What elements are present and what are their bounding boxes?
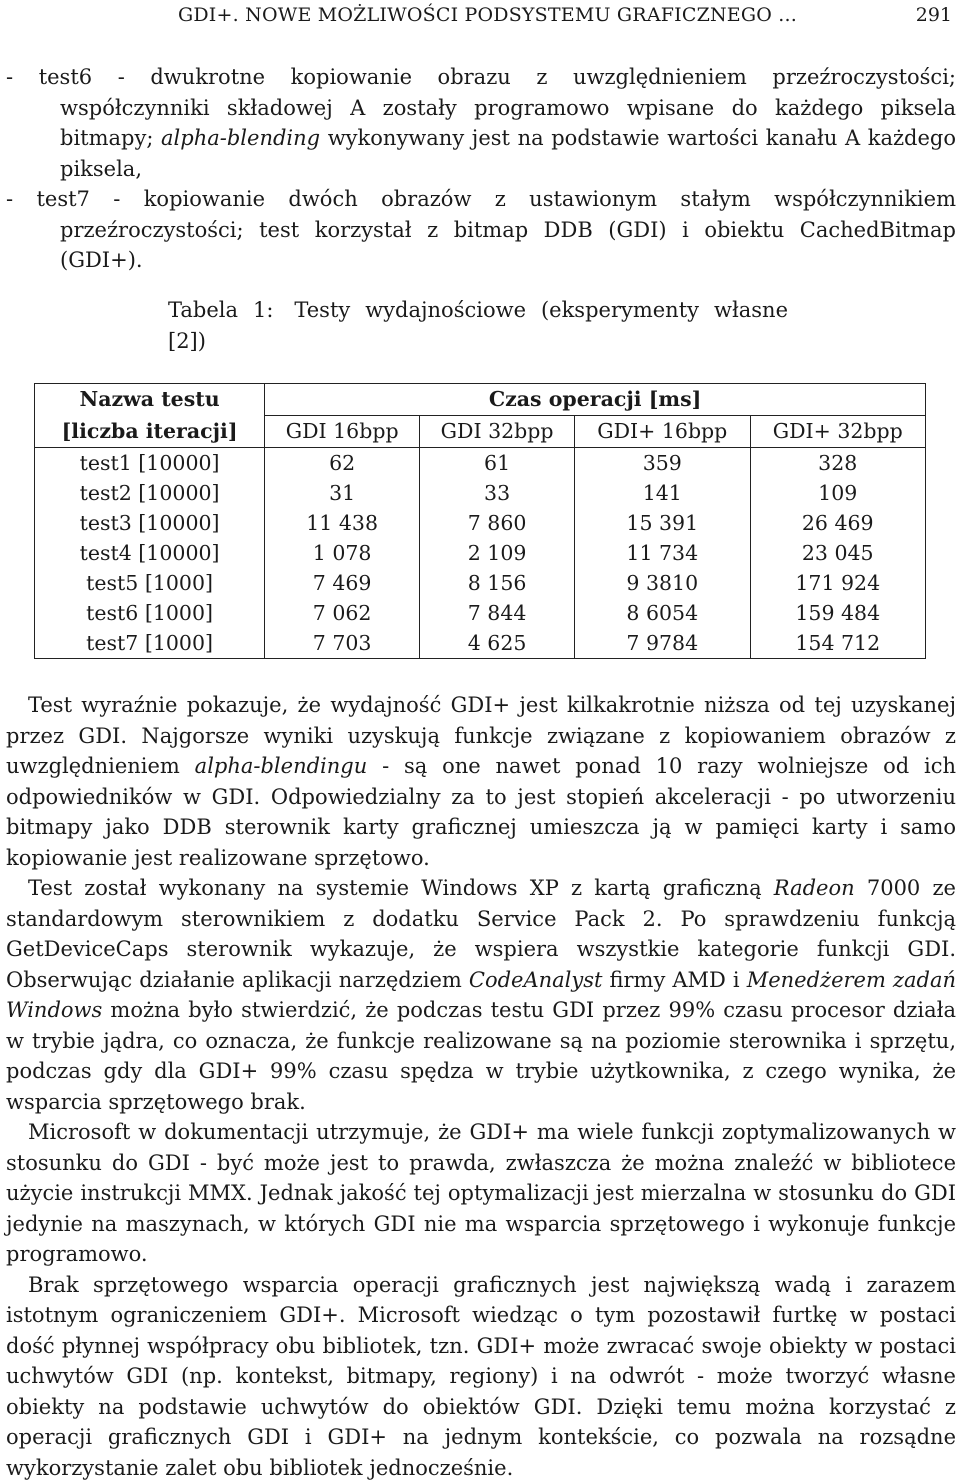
list-marker: -	[6, 187, 13, 211]
column-header: GDI+ 32bpp	[750, 416, 926, 448]
term-alpha-blending: alpha-blending	[161, 126, 320, 150]
value-cell: 159 484	[750, 598, 926, 628]
test-name-cell: test3 [10000]	[35, 508, 265, 538]
value-cell: 7 844	[420, 598, 575, 628]
term-radeon: Radeon	[774, 876, 855, 900]
test-name-cell: test1 [10000]	[35, 448, 265, 479]
value-cell: 9 3810	[575, 568, 750, 598]
table-row	[35, 508, 926, 538]
column-header: GDI 16bpp	[265, 416, 420, 448]
value-cell: 2 109	[420, 538, 575, 568]
table-row	[35, 568, 926, 598]
value-cell: 359	[575, 448, 750, 479]
value-cell: 8 6054	[575, 598, 750, 628]
value-cell: 7 062	[265, 598, 420, 628]
paragraph-2: Test został wykonany na systemie Windows XP z kartą graficzną Radeon 7000 ze standardowym sterownikiem z dodatku Service Pack 2. Po sprawdzeniu funkcją GetDeviceCaps sterownik wykazuje, że wspiera wszystkie kategorie funkcji GDI. Obserwując działanie aplikacji narzędziem CodeAnalyst firmy AMD i Menedżerem zadań Windows można było stwierdzić, że podczas testu GDI przez 99% czasu procesor działa w trybie jądra, co oznacza, że funkcje realizowane są na poziomie sterownika i sprzętu, podczas gdy dla GDI+ 99% czasu spędza w trybie użytkownika, z czego wynika, że wsparcia sprzętowego brak.	[6, 873, 956, 1117]
test-name-cell: test4 [10000]	[35, 538, 265, 568]
table-row	[35, 478, 926, 508]
value-cell: 23 045	[750, 538, 926, 568]
table-caption	[168, 295, 788, 356]
value-cell: 61	[420, 448, 575, 479]
value-cell: 11 734	[575, 538, 750, 568]
value-cell: 109	[750, 478, 926, 508]
test-name-cell: test6 [1000]	[35, 598, 265, 628]
value-cell: 7 860	[420, 508, 575, 538]
test-name-cell: test2 [10000]	[35, 478, 265, 508]
term-codeanalyst: CodeAnalyst	[469, 968, 603, 992]
value-cell: 26 469	[750, 508, 926, 538]
value-cell: 4 625	[420, 628, 575, 659]
name-header-line2: [liczba iteracji]	[35, 416, 265, 448]
list-item-test6: - test6 - dwukrotne kopiowanie obrazu z uwzględnieniem przeźroczystości; współczynniki składowej A zostały programowo wpisane do każdego piksela bitmapy; alpha-blending wykonywany jest na podstawie wartości kanału A każdego piksela,	[6, 62, 956, 184]
page-header	[0, 2, 960, 30]
term-alpha-blendingu: alpha-blendingu	[195, 754, 368, 778]
value-cell: 1 078	[265, 538, 420, 568]
list-item-test7: - test7 - kopiowanie dwóch obrazów z ustawionym stałym współczynnikiem przeźroczystości; test korzystał z bitmap DDB (GDI) i obiektu CachedBitmap (GDI+).	[6, 184, 956, 276]
body-text	[6, 690, 956, 1483]
table-row	[35, 598, 926, 628]
column-header: GDI 32bpp	[420, 416, 575, 448]
value-cell: 171 924	[750, 568, 926, 598]
value-cell: 8 156	[420, 568, 575, 598]
table-row	[35, 448, 926, 479]
caption-text: Testy wydajnościowe (eksperymenty własne [2])	[168, 298, 788, 353]
value-cell: 154 712	[750, 628, 926, 659]
value-cell: 15 391	[575, 508, 750, 538]
value-cell: 33	[420, 478, 575, 508]
test-name-cell: test5 [1000]	[35, 568, 265, 598]
table-row	[35, 538, 926, 568]
value-cell: 7 469	[265, 568, 420, 598]
value-cell: 7 703	[265, 628, 420, 659]
running-title: GDI+. NOWE MOŻLIWOŚCI PODSYSTEMU GRAFICZNEGO ...	[178, 4, 797, 26]
test-name-cell: test7 [1000]	[35, 628, 265, 659]
value-cell: 141	[575, 478, 750, 508]
paragraph-4: Brak sprzętowego wsparcia operacji graficznych jest największą wadą i zarazem istotnym ograniczeniem GDI+. Microsoft wiedząc o tym pozostawił furtkę w postaci dość płynnej współpracy obu bibliotek, tzn. GDI+ może zwracać swoje obiekty w postaci uchwytów GDI (np. kontekst, bitmapy, regiony) i na odwrót - może tworzyć własne obiekty na podstawie uchwytów do obiektów GDI. Dzięki temu można korzystać z operacji graficznych GDI i GDI+ na jednym kontekście, co pozwala na rozsądne wykorzystanie zalet obu bibliotek jednocześnie.	[6, 1270, 956, 1483]
page-number: 291	[916, 4, 952, 26]
value-cell: 7 9784	[575, 628, 750, 659]
list-marker: -	[6, 65, 13, 89]
value-cell: 11 438	[265, 508, 420, 538]
performance-table	[34, 383, 926, 659]
name-header-line1: Nazwa testu	[35, 384, 265, 416]
value-cell: 328	[750, 448, 926, 479]
value-cell: 62	[265, 448, 420, 479]
test-description-list	[6, 62, 956, 276]
table-row	[35, 628, 926, 659]
paragraph-3: Microsoft w dokumentacji utrzymuje, że GDI+ ma wiele funkcji zoptymalizowanych w stosunku do GDI - być może jest to prawda, zwłaszcza że można znaleźć w bibliotece użycie instrukcji MMX. Jednak jakość tej optymalizacji jest mierzalna w stosunku do GDI jedynie na maszynach, w których GDI nie ma wsparcia sprzętowego i wykonuje funkcje programowo.	[6, 1117, 956, 1270]
value-cell: 31	[265, 478, 420, 508]
group-header: Czas operacji [ms]	[265, 384, 926, 416]
column-header: GDI+ 16bpp	[575, 416, 750, 448]
caption-label: Tabela 1:	[168, 298, 273, 322]
paragraph-1: Test wyraźnie pokazuje, że wydajność GDI+ jest kilkakrotnie niższa od tej uzyskanej przez GDI. Najgorsze wyniki uzyskują funkcje związane z kopiowaniem obrazów z uwzględnieniem alpha-blendingu - są one nawet ponad 10 razy wolniejsze od ich odpowiedników w GDI. Odpowiedzialny za to jest stopień akceleracji - po utworzeniu bitmapy jako DDB sterownik karty graficznej umieszcza ją w pamięci karty i samo kopiowanie jest realizowane sprzętowo.	[6, 690, 956, 873]
term-menedzer-zadan: Menedżerem zadań Windows	[6, 968, 956, 1023]
